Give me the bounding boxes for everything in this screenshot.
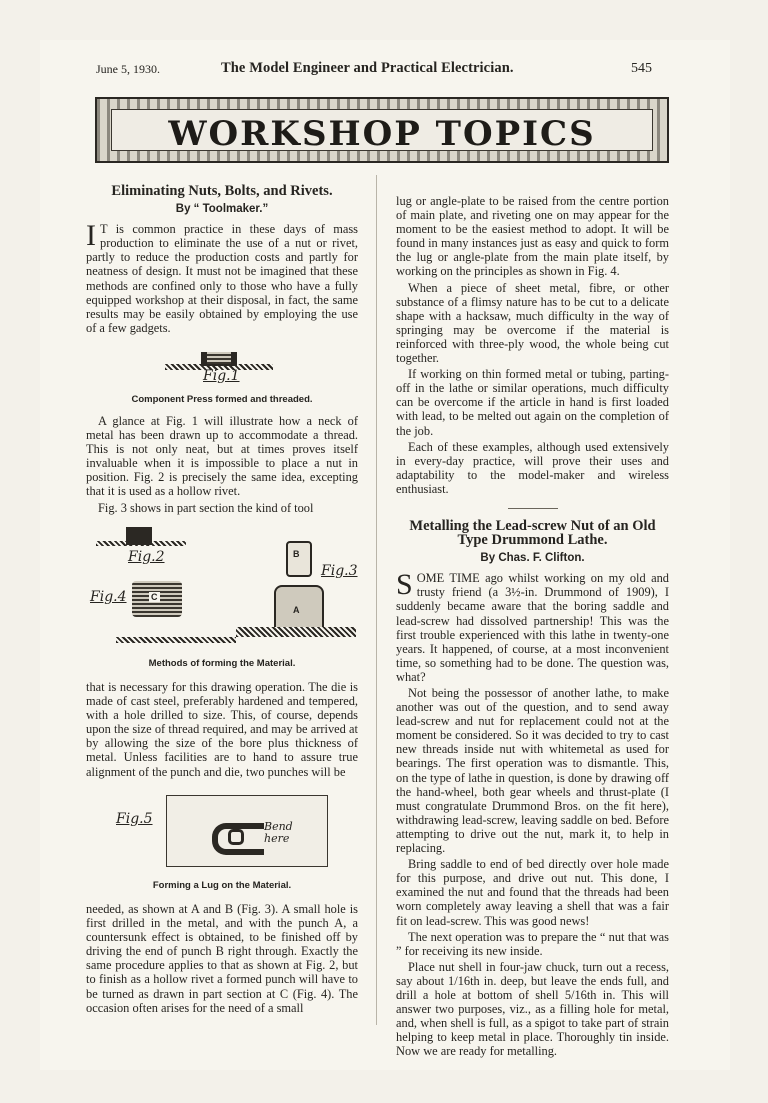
fig1-caption: Component Press formed and threaded. [131,394,313,405]
article1-para-9: Each of these examples, although used extensively in every-day practice, will prove their uses and adaptability to the model-maker and wireless enthusiast. [396,439,669,496]
figure-1 [165,348,285,386]
article1-para-2: A glance at Fig. 1 will illustrate how a neck of metal has been drawn up to accommodate a thread. This is not only neat, but at times proves itself invaluable when it is impossible to place a nut in position. Fig. 2 is precisely the same idea, excepting that it is used as a hollow rivet. [86,414,358,499]
banner-band [111,109,653,154]
article1-para-8: If working on thin formed metal or tubing, parting-off in the lathe or similar operations, much difficulty can be overcome if the article in hand is first loaded with lead, to be melted out again on the completion of the job. [396,367,669,438]
figs-caption: Methods of forming the Material. [148,658,296,669]
article1-body-b [86,680,358,781]
fig5-label: Fig.5 [116,811,153,827]
figure-5 [104,795,344,873]
section-banner [95,97,669,163]
article2-para-3: Bring saddle to end of bed directly over hole made for this purpose, and drive out nut. This done, I examined the nut and found that the threads had been worn completely away leaving a shell that was a fair fit on lead-screw. This was good news! [396,857,669,928]
fig3-letter-b: B [293,549,300,559]
article1-body-a [86,414,358,517]
magazine-title: The Model Engineer and Practical Electrician. [221,60,514,76]
article2-para-5: Place nut shell in four-jaw chuck, turn out a recess, say about 1/16th in. deep, but leave the ends full, and drill a hole at bottom of shell 5/16th in. This will answer two purposes, viz., as a filling hole for metal, and, when shell is full, as a spigot to take part of strain helping to keep metal in place. Thoroughly tin inside. Now we are ready for metalling. [396,959,669,1059]
article2-para-2: Not being the possessor of another lathe, to make another was out of the question, and to send away lead-screw and nut for replacement could not at the moment be considered. So it was decided to try to cast new threads inside nut with whitemetal as used for bearings. The first operation was to dismantle. This, on the type of lathe in question, is done by drawing off the hand-wheel, both gear wheels and thrust-plate (I must congratulate Drummond Bros. on the fit here), withdrawing lead-screw, leaving saddle on bed. Before attempting to drive out the nut, mark it, to help in replacing. [396,686,669,856]
fig5-note: Bend here [264,820,293,845]
fig5-caption: Forming a Lug on the Material. [152,880,292,891]
article1-para-7: When a piece of sheet metal, fibre, or other substance of a flimsy nature has to be cut to a delicate shape with a hacksaw, much difficulty in the way of springing may be overcome if the material is reinforced with three-ply wood, the whole being cut together. [396,280,669,366]
article1-para-1: I T is common practice in these days of mass production to eliminate the use of a nut or rivet, partly to reduce the production costs and partly for neatness of design. It must not be imagined that these methods are confined only to those who have a fully equipped workshop at their disposal, in fact, the same results may be easily obtained by employing the use of a few gadgets. [86,219,358,335]
article2-para-4: The next operation was to prepare the “ nut that was ” for receiving its new inside. [396,929,669,958]
article1-para-4: that is necessary for this drawing operation. The die is made of cast steel, preferably hardened and tempered, with a hole drilled to size. This, of course, depends upon the size of thread required, and may be arrived at by allowing the size of the bore plus thickness of metal. Unless facilities are to hand to assure true alignment of the punch and die, two punches will be [86,680,358,779]
fig4-plate [116,637,236,643]
fig3-label: Fig.3 [321,563,358,579]
fig1-label: Fig.1 [203,368,240,384]
page-number: 545 [631,61,652,76]
article1-para-5: needed, as shown at A and B (Fig. 3). A small hole is first drilled in the metal, and with the punch A, a countersunk effect is obtained, to be finished off by driving the end of punch B right through. Exactly the same procedure applies to that as shown at Fig. 2, but to finish as a hollow rivet a formed punch will have to be turned as drawn in part section at C (Fig. 4). The occasion often arises for the need of a small [86,902,358,1015]
article1-body-c [86,902,358,1017]
fig2-label: Fig.2 [128,549,165,565]
dropcap-s: S [396,568,413,602]
article2-title: Metalling the Lead-screw Nut of an Old Type Drummond Lathe. [409,517,656,549]
fig3-die [236,627,356,637]
running-head [56,60,656,80]
fig2-rivet [126,527,152,545]
fig1-thread [207,352,231,364]
section-title: WORKSHOP TOPICS [168,114,596,154]
article-separator [508,508,558,509]
issue-date: June 5, 1930. [96,62,160,76]
article2-byline: By Chas. F. Clifton. [480,552,585,565]
article1-title: Eliminating Nuts, Bolts, and Rivets. [111,183,333,199]
column-rule [376,175,377,1025]
figures-2-3-4 [86,525,366,655]
fig3-letter-a: A [293,605,300,615]
article1-intro [86,184,358,337]
fig3-punch-b [286,541,312,577]
article1-para-6: lug or angle-plate to be raised from the centre portion of main plate, and riveting one on may appear for the moment to be the easiest method to adopt. It will be found in many instances just as easy and quick to form the lug or angle-plate from the main plate itself, by working on the principles as shown in Fig. 4. [396,194,669,279]
dropcap: I [86,219,96,253]
article1-continued [396,194,669,1060]
article1-byline: By “ Toolmaker.” [175,203,269,216]
article1-para-3: Fig. 3 shows in part section the kind of tool [98,500,314,515]
fig4-letter-c: C [151,592,158,602]
fig4-label: Fig.4 [90,589,127,605]
fig5-hole [228,829,244,845]
article2-para-1: SOME TIME ago whilst working on my old and trusty friend (a 3½-in. Drummond of 1909), I suddenly became aware that the boring saddle and lead-screw had dissolved partnership! This was the first trouble experienced with this lathe in twenty-one years. It happened, of course, at a most inconvenient time, so something had to be done. The question was, what? [396,568,669,684]
